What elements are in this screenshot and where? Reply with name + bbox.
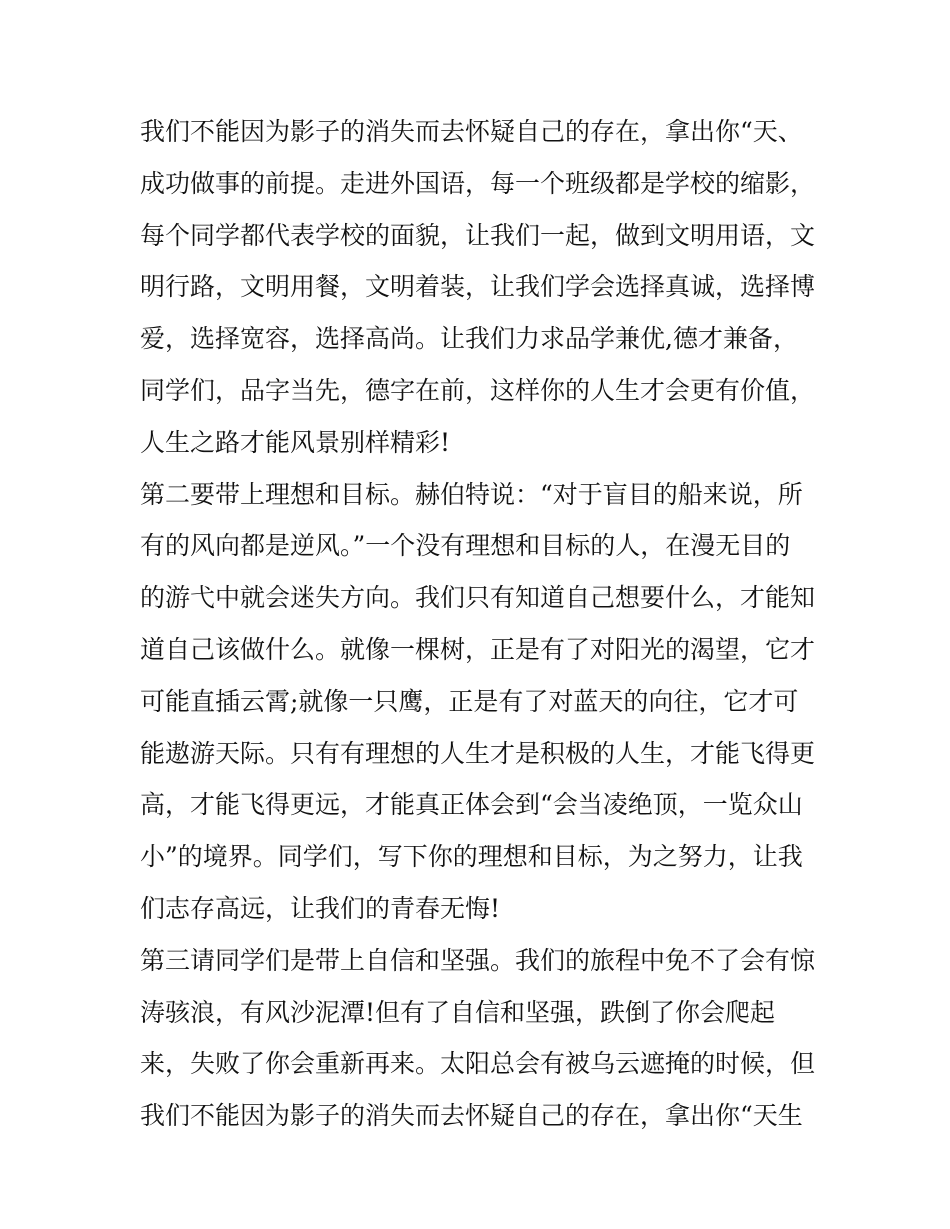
text-line: 我们不能因为影子的消失而去怀疑自己的存在，拿出你“天、 bbox=[140, 117, 803, 146]
text-line: 有的风向都是逆风。”一个没有理想和目标的人，在漫无目的 bbox=[140, 531, 791, 561]
text-line: 每个同学都代表学校的面貌，让我们一起，做到文明用语，文 bbox=[140, 220, 816, 250]
body-text bbox=[140, 106, 830, 1142]
text-line: 成功做事的前提。走进外国语，每一个班级都是学校的缩影， bbox=[140, 168, 816, 198]
text-line: 道自己该做什么。就像一棵树，正是有了对阳光的渴望，它才 bbox=[140, 634, 816, 664]
text-line: 们志存高远，让我们的青春无悔! bbox=[140, 893, 501, 923]
text-line: 第二要带上理想和目标。赫伯特说：“对于盲目的船来说，所 bbox=[140, 479, 803, 509]
text-line: 涛骇浪，有风沙泥潭!但有了自信和坚强，跌倒了你会爬起 bbox=[140, 997, 776, 1027]
text-line: 来，失败了你会重新再来。太阳总会有被乌云遮掩的时候，但 bbox=[140, 1049, 816, 1079]
text-line: 爱，选择宽容，选择高尚。让我们力求品学兼优,德才兼备， bbox=[140, 324, 798, 354]
text-line: 能遨游天际。只有有理想的人生才是积极的人生，才能飞得更 bbox=[140, 738, 816, 768]
text-line: 小”的境界。同学们，写下你的理想和目标，为之努力，让我 bbox=[140, 842, 803, 872]
text-line: 的游弋中就会迷失方向。我们只有知道自己想要什么，才能知 bbox=[140, 583, 816, 613]
text-line: 同学们，品字当先，德字在前，这样你的人生才会更有价值， bbox=[140, 375, 816, 405]
text-line: 人生之路才能风景别样精彩! bbox=[140, 427, 451, 457]
text-line: 第三请同学们是带上自信和坚强。我们的旅程中免不了会有惊 bbox=[140, 945, 816, 975]
text-line: 高，才能飞得更远，才能真正体会到“会当凌绝顶，一览众山 bbox=[140, 790, 803, 820]
text-line: 我们不能因为影子的消失而去怀疑自己的存在，拿出你“天生 bbox=[140, 1101, 803, 1131]
text-line: 明行路，文明用餐，文明着装，让我们学会选择真诚，选择博 bbox=[140, 272, 816, 302]
text-line: 可能直插云霄;就像一只鹰，正是有了对蓝天的向往，它才可 bbox=[140, 686, 799, 716]
